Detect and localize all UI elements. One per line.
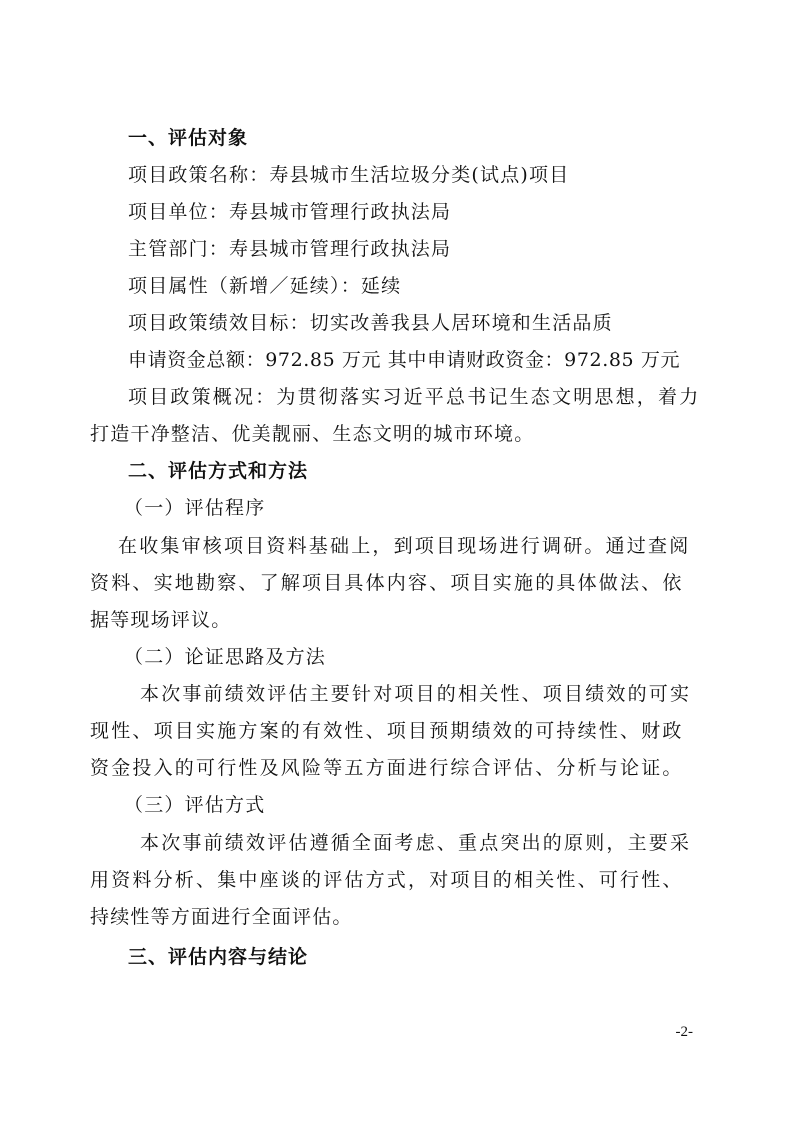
procedure-line-1: 在收集审核项目资料基础上，到项目现场进行调研。通过查阅 <box>118 535 691 557</box>
overview-line-1: 项目政策概况：为贯彻落实习近平总书记生态文明思想，着力 <box>128 386 701 408</box>
subsection-title-approach: （二）论证思路及方法 <box>124 646 327 668</box>
method-line-3: 持续性等方面进行全面评估。 <box>90 906 353 928</box>
procedure-line-3: 据等现场评议。 <box>90 609 232 631</box>
subsection-title-procedure: （一）评估程序 <box>124 497 266 519</box>
performance-goal-line: 项目政策绩效目标：切实改善我县人居环境和生活品质 <box>128 312 613 334</box>
method-line-2: 用资料分析、集中座谈的评估方式，对项目的相关性、可行性、 <box>90 869 684 891</box>
page-number: -2- <box>675 1024 693 1040</box>
section-heading-methods: 二、评估方式和方法 <box>128 460 309 482</box>
method-line-1: 本次事前绩效评估遵循全面考虑、重点突出的原则，主要采 <box>140 832 692 854</box>
authority-line: 主管部门：寿县城市管理行政执法局 <box>128 238 452 260</box>
section-heading-content-conclusion: 三、评估内容与结论 <box>128 946 309 968</box>
project-attribute-line: 项目属性（新增／延续）：延续 <box>128 275 402 297</box>
project-name-line: 项目政策名称：寿县城市生活垃圾分类(试点)项目 <box>128 164 570 186</box>
approach-line-2: 现性、项目实施方案的有效性、项目预期绩效的可持续性、财政 <box>90 720 684 742</box>
approach-line-1: 本次事前绩效评估主要针对项目的相关性、项目绩效的可实 <box>140 683 692 705</box>
funds-line: 申请资金总额：972.85 万元 其中申请财政资金：972.85 万元 <box>128 349 681 371</box>
approach-line-3: 资金投入的可行性及风险等五方面进行综合评估、分析与论证。 <box>90 757 684 779</box>
section-heading-evaluation-object: 一、评估对象 <box>128 127 249 149</box>
subsection-title-method: （三）评估方式 <box>124 794 266 816</box>
procedure-line-2: 资料、实地勘察、了解项目具体内容、项目实施的具体做法、依 <box>90 572 684 594</box>
project-unit-line: 项目单位：寿县城市管理行政执法局 <box>128 201 452 223</box>
overview-line-2: 打造干净整洁、优美靓丽、生态文明的城市环境。 <box>90 423 535 445</box>
